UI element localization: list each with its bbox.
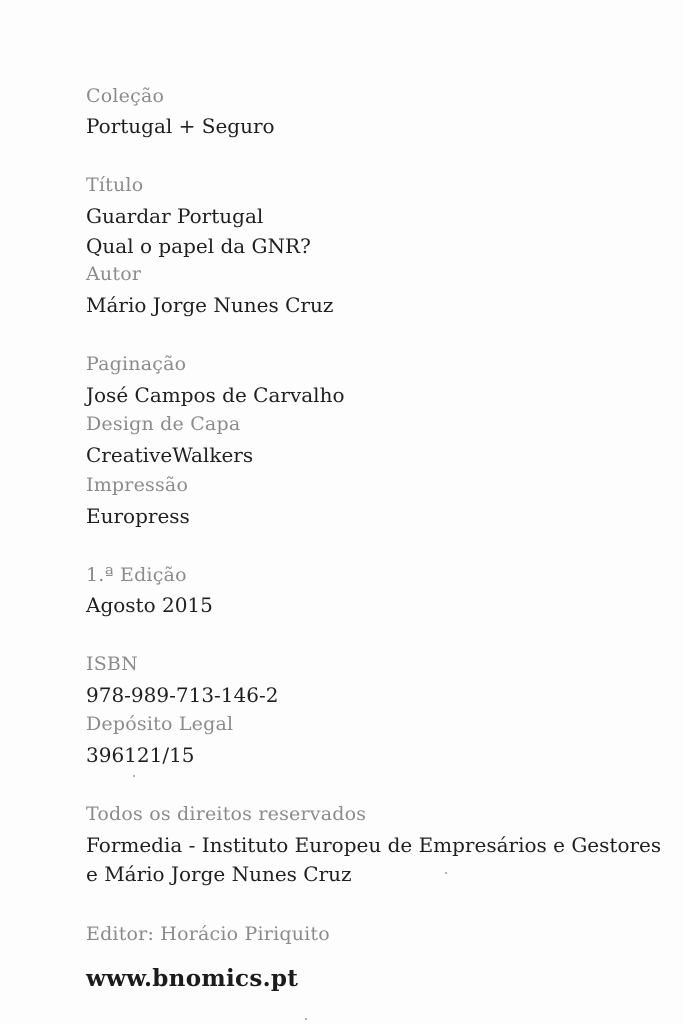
colecao-value: Portugal + Seguro xyxy=(86,114,275,138)
autor-label: Autor xyxy=(86,263,142,285)
titulo-line-1: Guardar Portugal xyxy=(86,204,264,228)
paginacao-label: Paginação xyxy=(86,353,187,375)
deposito-legal-value: 396121/15 xyxy=(86,743,195,767)
impressao-label: Impressão xyxy=(86,474,189,496)
paper-speck xyxy=(305,1018,307,1020)
paginacao-value: José Campos de Carvalho xyxy=(86,383,345,407)
impressao-value: Europress xyxy=(86,504,190,528)
autor-value: Mário Jorge Nunes Cruz xyxy=(86,293,334,317)
isbn-label: ISBN xyxy=(86,653,138,675)
design-capa-label: Design de Capa xyxy=(86,413,241,435)
titulo-label: Título xyxy=(86,174,144,196)
isbn-value: 978-989-713-146-2 xyxy=(86,683,279,707)
paper-speck xyxy=(133,775,135,777)
website-url: www.bnomics.pt xyxy=(86,965,299,992)
direitos-line-1: Formedia - Instituto Europeu de Empresários e Gestores xyxy=(86,833,662,857)
colecao-label: Coleção xyxy=(86,85,165,107)
design-capa-value: CreativeWalkers xyxy=(86,443,254,467)
titulo-line-2: Qual o papel da GNR? xyxy=(86,234,311,258)
paper-speck xyxy=(445,872,447,874)
direitos-label: Todos os direitos reservados xyxy=(86,803,367,825)
edicao-value: Agosto 2015 xyxy=(86,593,213,617)
editor-credit: Editor: Horácio Piriquito xyxy=(86,923,330,945)
edicao-label: 1.ª Edição xyxy=(86,564,187,586)
direitos-line-2: e Mário Jorge Nunes Cruz xyxy=(86,862,352,886)
deposito-legal-label: Depósito Legal xyxy=(86,713,234,735)
